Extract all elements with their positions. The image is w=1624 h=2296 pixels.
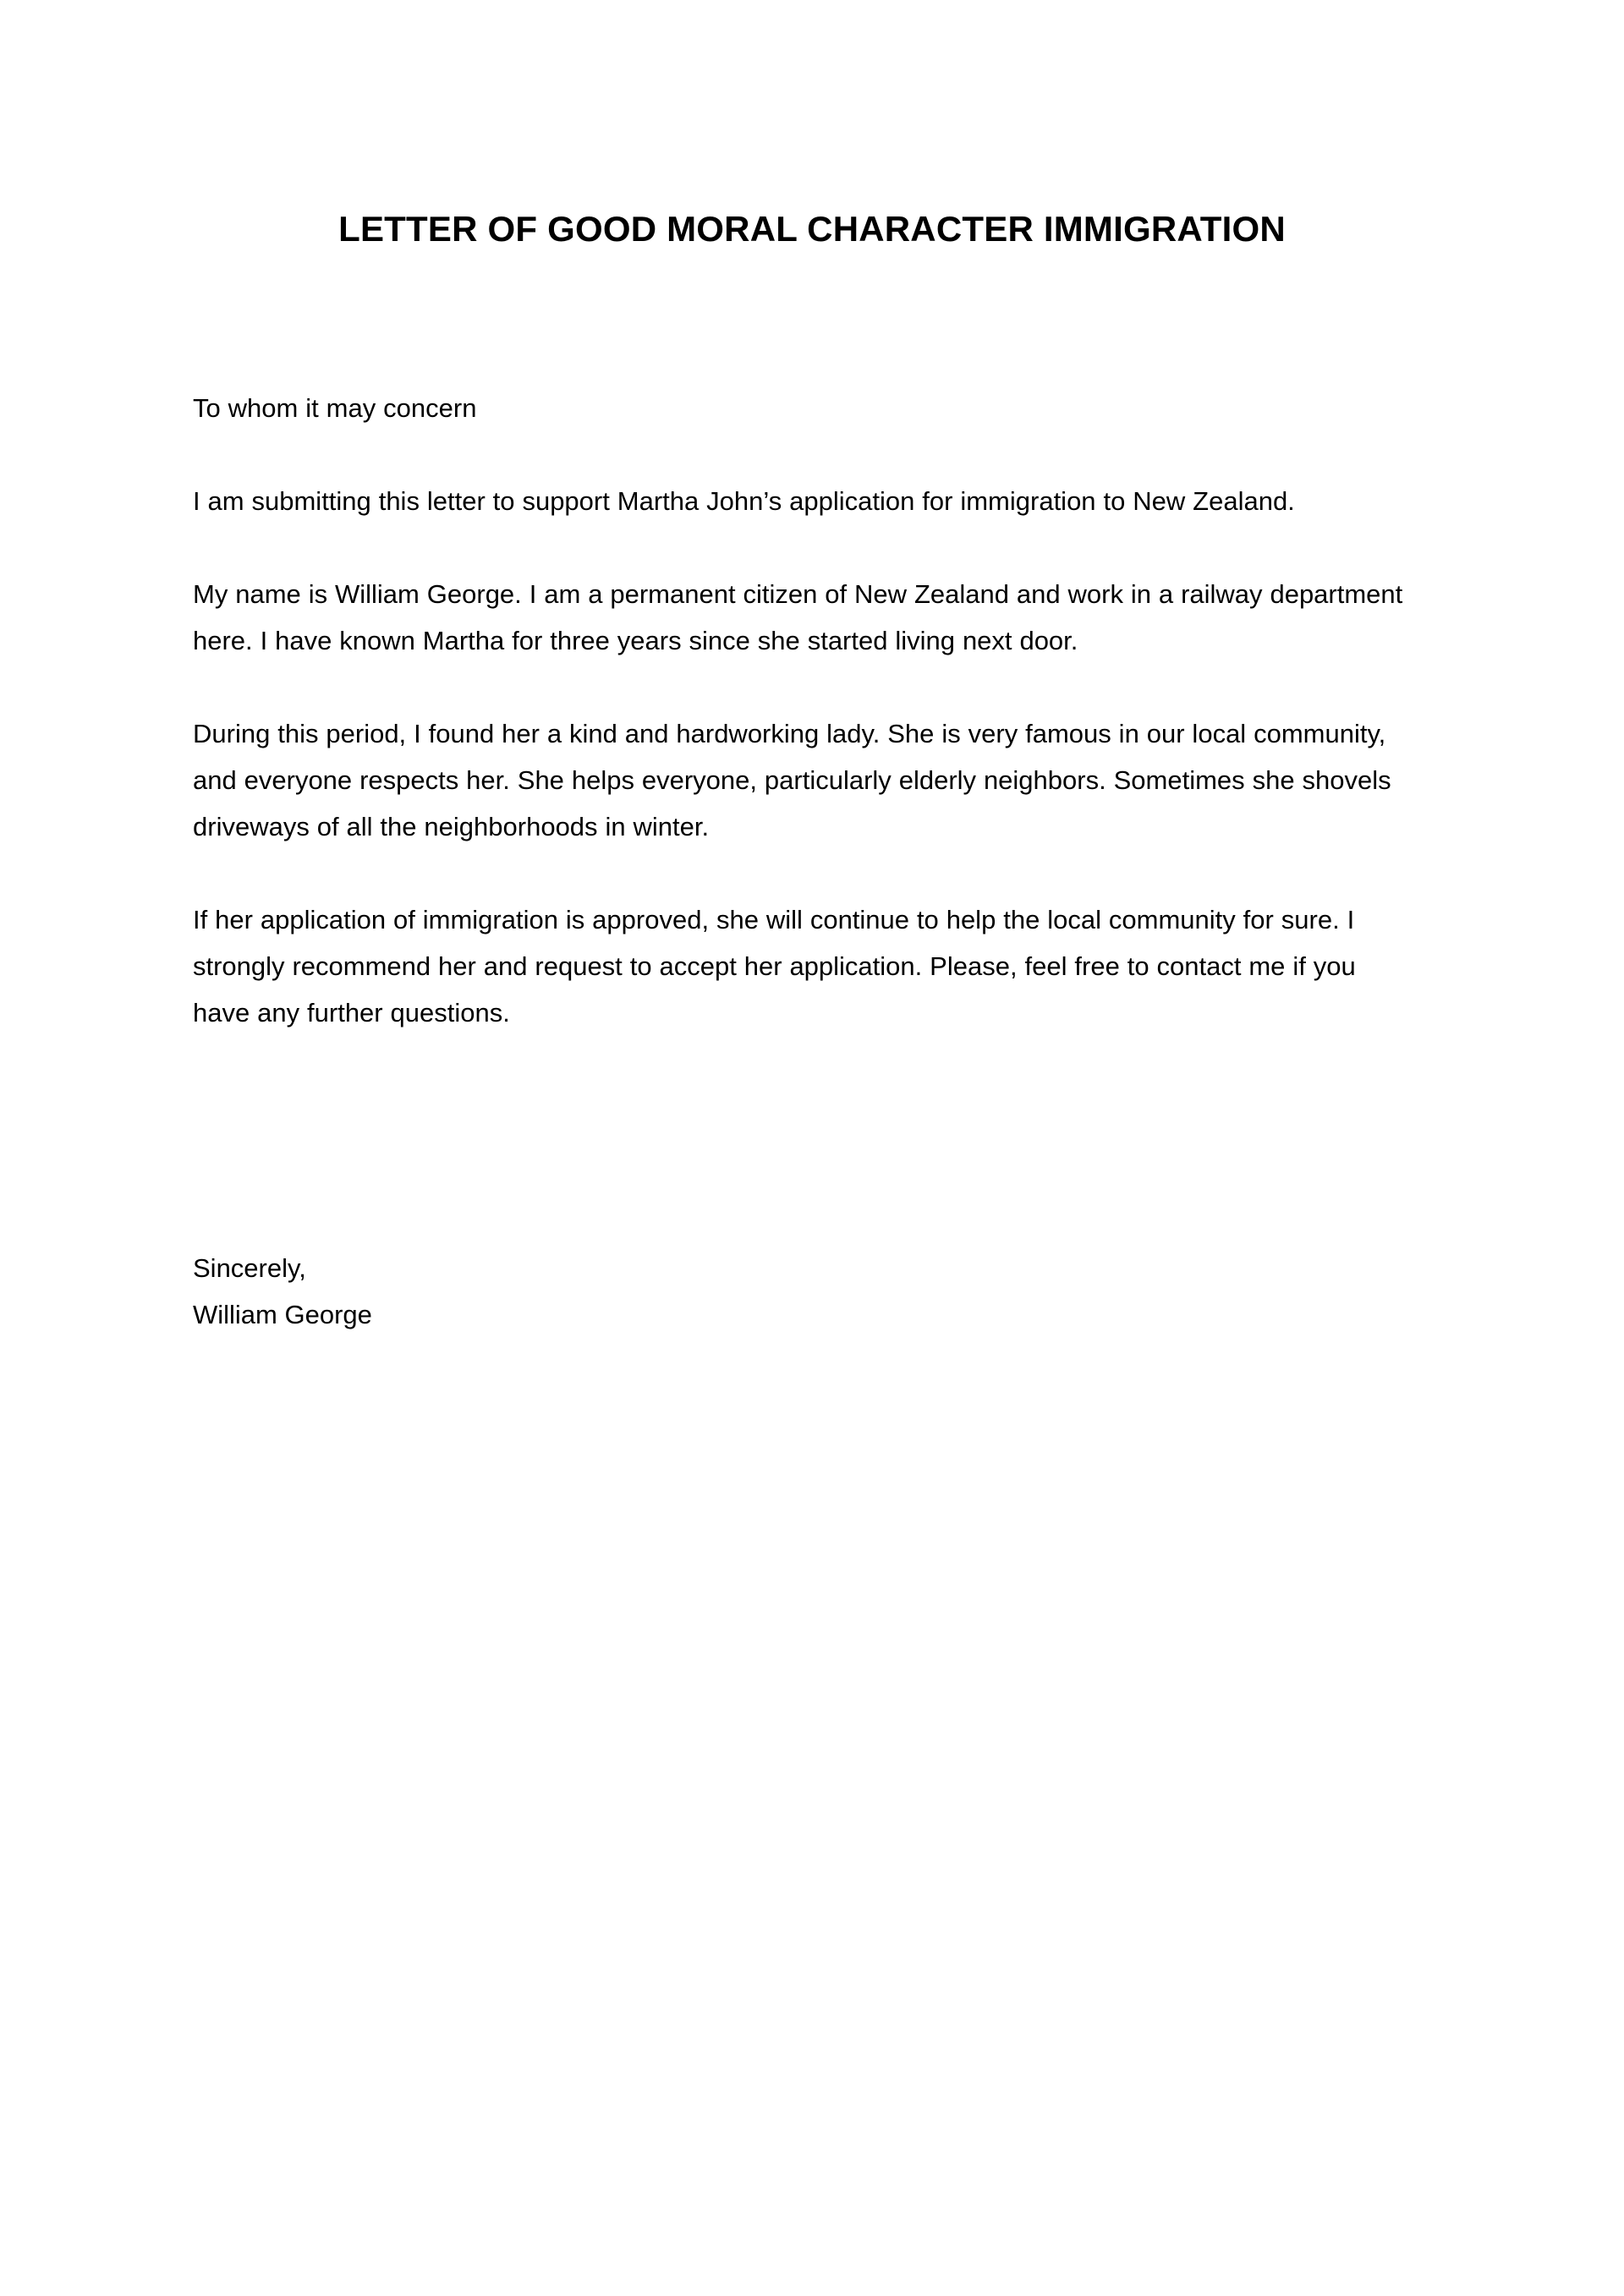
salutation: To whom it may concern [193, 393, 477, 423]
body-paragraph-2: My name is William George. I am a permanent citizen of New Zealand and work in a railway department here. I have known Martha for three years since she started living next door. [193, 579, 1403, 655]
body-paragraph-3: During this period, I found her a kind and hardworking lady. She is very famous in our local community, and everyone respects her. She helps everyone, particularly elderly neighbors. Sometimes she shovels driveways of all the neighborhoods in winter. [193, 719, 1391, 841]
letter-body [193, 385, 1418, 1036]
valediction: Sincerely, [193, 1253, 306, 1283]
signature-name: William George [193, 1300, 372, 1329]
closing-block [193, 1245, 1418, 1338]
body-paragraph-1: I am submitting this letter to support Martha John’s application for immigration to New Zealand. [193, 486, 1295, 516]
page-title: LETTER OF GOOD MORAL CHARACTER IMMIGRATION [338, 209, 1286, 249]
body-paragraph-4: If her application of immigration is approved, she will continue to help the local community for sure. I strongly recommend her and request to accept her application. Please, feel free to contact me if you have any further questions. [193, 905, 1356, 1027]
